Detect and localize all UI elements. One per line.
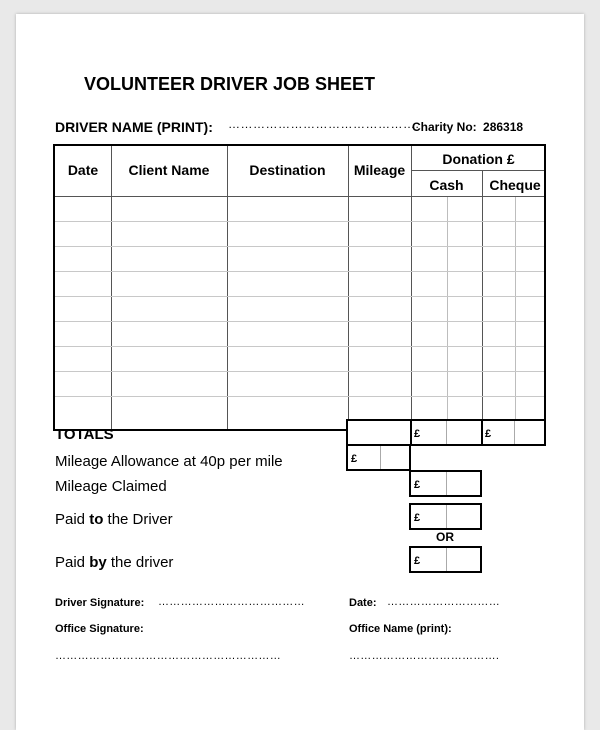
mileage-allowance-label: Mileage Allowance at 40p per mile [55,453,283,470]
header-donation: Donation £ [442,151,515,167]
date-field[interactable]: ………………………… [387,596,500,608]
totals-cash-currency: £ [414,428,421,440]
header-cheque: Cheque [489,177,541,193]
paid-by-currency: £ [414,555,421,567]
paid-to-driver-box[interactable] [409,503,482,530]
paid-by-driver-label: Paid by the driver [55,554,174,571]
driver-name-label: DRIVER NAME (PRINT): [55,119,213,135]
or-label: OR [436,530,454,544]
header-date: Date [67,162,99,178]
charity-number [412,120,523,134]
header-destination: Destination [249,162,326,178]
header-cash: Cash [429,177,464,193]
paid-to-currency: £ [414,512,421,524]
job-sheet-page [16,14,584,730]
driver-name-field[interactable]: ………………………………………. [228,117,420,131]
charity-label: Charity No: [412,120,477,134]
office-name-label: Office Name (print): [349,623,452,635]
charity-no-value: 286318 [483,120,524,134]
header-client-name: Client Name [128,162,210,178]
journey-table [53,144,546,431]
mileage-allowance-box[interactable] [346,444,411,471]
driver-signature-label: Driver Signature: [55,597,145,609]
header-mileage: Mileage [353,162,406,178]
page-title: VOLUNTEER DRIVER JOB SHEET [84,74,376,94]
totals-box[interactable] [346,419,546,446]
driver-signature-field[interactable]: ………………………………… [158,596,305,608]
mileage-claimed-label: Mileage Claimed [55,478,167,495]
date-label: Date: [349,597,377,609]
office-name-field[interactable]: …………………………………. [349,650,500,662]
paid-by-driver-box[interactable] [409,546,482,573]
mileage-claimed-box[interactable] [409,470,482,497]
office-signature-field[interactable]: …………………………………………………… [55,650,281,662]
mileage-claimed-currency: £ [414,479,421,491]
totals-label: TOTALS [55,426,114,443]
totals-cheque-currency: £ [485,428,492,440]
paid-to-driver-label: Paid to the Driver [55,511,173,528]
mileage-allowance-currency: £ [351,453,358,465]
office-signature-label: Office Signature: [55,623,144,635]
